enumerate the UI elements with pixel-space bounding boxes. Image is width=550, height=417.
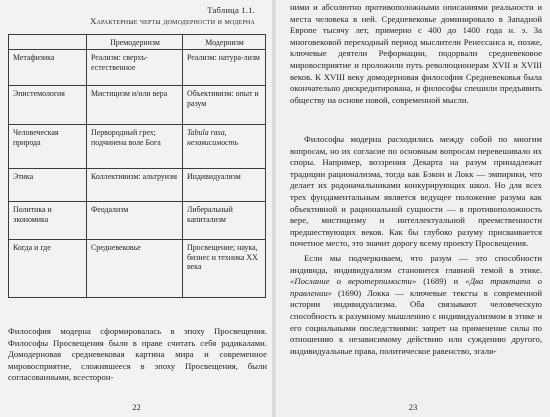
body-paragraph: Философия модерна сформировалась в эпоху Просвещения. Философы Просвещения были в праве считать себя радикалами. Домодерновая средневековая картина мира и современное мировосприятие, сложившееся в эпоху Просвещения, были согласованными, всесторон-	[8, 326, 267, 383]
table-header-cell: Модернизм	[183, 35, 266, 50]
body-paragraph: Философы модерна расходились между собой по многим вопросам, но их согласие по основным вопросам перевешивало их споры. Например, воззрения Декарта на разум принадлежат традиции рационализма, тогда как Бэкон и Локк — эмпирики, что делает их родоначальниками конкурирующих школ. Но для всех трех фундаментальным является ведущее положение разума как объективной и рациональной сущности — в противоположность вере, мистицизму и интеллектуальной преемственности предшествующих веков. Как бы глубоко разуму присваивается почетное место, это значит дорогу всему проекту Просвещения.	[290, 134, 542, 249]
table-cell: Мистицизм и/или вера	[87, 86, 183, 125]
body-paragraph	[290, 253, 542, 357]
table-cell: Индивидуализм	[183, 169, 266, 202]
table-cell: Средневековье	[87, 240, 183, 298]
table-row	[9, 50, 266, 86]
table-cell: Коллективизм: альтруизм	[87, 169, 183, 202]
body-paragraph: ними и абсолютно противоположными описаниями реальности и места человека в ней. Средневековье доминировало в Западной Европе тысячу лет, примерно с 400 до 1400 года н. э. За многовековой переходный период мыслители Ренессанса и, позже, ключевые деятели Реформации, подорвали средневековое мировосприятие и проложили путь революционерам XVII и XVIII веков. К XVIII веку домодерновая философия Средневековья была окончательно дискредитирована, и философы спешили предъявить обществу на основе новой, современной мысли.	[290, 2, 542, 105]
table-cell: Первородный грех; подчинена воле Бога	[87, 125, 183, 169]
table-cell: Политика и экономика	[9, 202, 87, 240]
table-row	[9, 86, 266, 125]
page-number: 23	[408, 402, 418, 412]
comparison-table	[8, 34, 266, 298]
paragraph-text: (1689) и	[416, 276, 466, 287]
table-cell: Реализм: сверхъ-естественное	[87, 50, 183, 86]
table-cell: Просвещение; наука, бизнес и техника XX века	[183, 240, 266, 298]
paragraph-text: (1690) Локка — ключевые тексты в современной истории индивидуализма. Оба связывают человеческую способность к разумному мышлению с индивидуализмом в этике и его социальными последствиями: запрет на применение силы по отношению к независимому действию или суждению другого, индивидуальные права, политическое равенство, эгали-	[290, 287, 542, 356]
table-cell: Человеческая природа	[9, 125, 87, 169]
table-cell: Этика	[9, 169, 87, 202]
table-cell: Эпистемология	[9, 86, 87, 125]
table-cell: Либеральный капитализм	[183, 202, 266, 240]
table-header-cell: Премодернизм	[87, 35, 183, 50]
table-row	[9, 240, 266, 298]
table-caption-number: Таблица 1.1.	[207, 5, 255, 15]
tabula-rasa-text: Tabula rasa, независимость	[187, 128, 238, 147]
table-cell	[183, 125, 266, 169]
paragraph-text: Если мы подчеркиваем, что разум — это способности индивида, индивидуализм становится главной темой в этике.	[290, 253, 542, 275]
right-page	[276, 0, 550, 417]
table-cell: Феодализм	[87, 202, 183, 240]
book-title: «Послание о веротерпимости»	[290, 276, 417, 287]
left-page	[0, 0, 273, 417]
page-number: 22	[132, 402, 141, 412]
table-cell: Метафизика	[9, 50, 87, 86]
table-cell: Когда и где	[9, 240, 87, 298]
table-row	[9, 169, 266, 202]
table-caption-title: Характерные черты домодерности и модерна	[90, 16, 255, 26]
table-cell: Реализм: натура-лизм	[183, 50, 266, 86]
table-cell: Объективизм: опыт и разум	[183, 86, 266, 125]
table-row	[9, 202, 266, 240]
book-title: «Два трактата о правлении»	[290, 276, 542, 298]
table-row	[9, 125, 266, 169]
table-header-row	[9, 35, 266, 50]
table-header-cell	[9, 35, 87, 50]
